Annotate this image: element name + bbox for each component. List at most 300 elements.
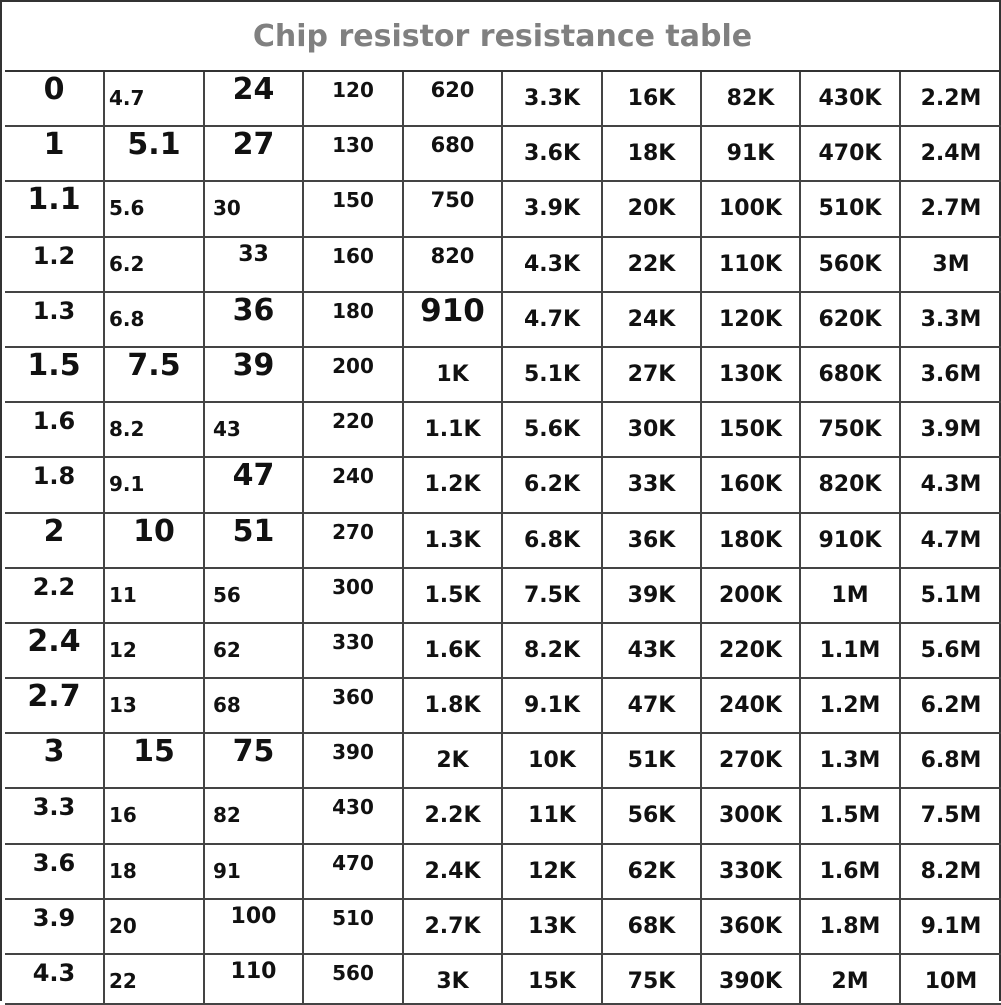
table-cell <box>404 734 503 789</box>
resistance-value: 11K <box>528 803 576 829</box>
resistance-value: 750 <box>430 188 475 213</box>
table-cell <box>503 900 603 955</box>
resistance-value: 270 <box>332 519 374 544</box>
resistance-value: 150K <box>719 417 782 443</box>
resistance-value: 2.4K <box>424 858 481 884</box>
table-cell <box>901 238 1001 293</box>
resistance-value: 510 <box>332 905 374 930</box>
resistance-value: 6.2K <box>523 472 581 498</box>
table-cell <box>304 845 404 900</box>
table-cell <box>702 789 801 844</box>
resistance-value: 3.3K <box>523 86 581 111</box>
table-cell <box>105 238 205 293</box>
table-cell <box>304 293 404 348</box>
table-cell <box>404 514 503 569</box>
resistance-value: 6.8 <box>109 306 145 331</box>
resistance-value: 43 <box>213 417 241 442</box>
resistance-value: 5.1M <box>920 582 982 608</box>
table-cell <box>702 845 801 900</box>
table-cell <box>205 569 304 624</box>
table-cell <box>801 182 901 237</box>
table-cell <box>5 789 105 844</box>
table-cell <box>801 679 901 734</box>
table-cell <box>702 127 801 182</box>
table-cell <box>503 293 603 348</box>
table-cell <box>603 72 702 127</box>
resistance-value: 4.7 <box>109 86 145 110</box>
resistance-value: 1.5M <box>819 803 881 829</box>
resistance-value: 1.6M <box>819 858 881 884</box>
table-cell <box>901 900 1001 955</box>
table-cell <box>105 679 205 734</box>
table-cell <box>801 624 901 679</box>
table-cell <box>404 238 503 293</box>
table-cell <box>901 127 1001 182</box>
table-cell <box>901 348 1001 403</box>
resistance-value: 22 <box>109 969 137 993</box>
resistance-value: 22K <box>627 251 676 277</box>
resistance-value: 1.1M <box>819 637 881 663</box>
resistance-value: 0 <box>43 72 65 107</box>
resistance-value: 220 <box>332 409 374 434</box>
table-cell <box>603 458 702 513</box>
resistance-value: 13 <box>109 693 137 718</box>
resistance-value: 16K <box>627 86 676 111</box>
resistance-value: 91 <box>213 858 241 883</box>
table-cell <box>105 789 205 844</box>
table-cell <box>702 514 801 569</box>
table-cell <box>702 569 801 624</box>
resistance-value: 10K <box>528 748 576 774</box>
table-cell <box>304 72 404 127</box>
table-cell <box>901 403 1001 458</box>
table-cell <box>205 238 304 293</box>
resistance-value: 510K <box>818 196 882 222</box>
table-cell <box>603 182 702 237</box>
resistance-value: 82 <box>213 803 241 828</box>
resistance-value: 620 <box>430 78 475 102</box>
resistance-value: 2 <box>43 513 65 549</box>
table-cell <box>801 514 901 569</box>
resistance-value: 820 <box>430 243 475 268</box>
resistance-value: 3.9 <box>32 903 76 932</box>
resistance-value: 3.3 <box>32 793 76 822</box>
table-cell <box>901 624 1001 679</box>
table-cell <box>801 127 901 182</box>
table-cell <box>205 293 304 348</box>
table-cell <box>702 348 801 403</box>
table-cell <box>404 845 503 900</box>
table-cell <box>404 955 503 1005</box>
table-cell <box>503 624 603 679</box>
table-cell <box>404 679 503 734</box>
table-cell <box>901 569 1001 624</box>
resistance-grid <box>5 70 1001 1003</box>
table-cell <box>603 679 702 734</box>
resistance-value: 1.1 <box>27 182 81 218</box>
resistance-value: 220K <box>719 637 782 663</box>
resistance-value: 3.3M <box>920 306 982 332</box>
resistance-value: 6.2M <box>920 693 982 719</box>
table-cell <box>205 679 304 734</box>
table-cell <box>5 955 105 1005</box>
resistance-value: 18K <box>627 141 676 167</box>
table-cell <box>404 569 503 624</box>
table-cell <box>603 514 702 569</box>
table-cell <box>105 348 205 403</box>
table-cell <box>801 845 901 900</box>
resistance-value: 5.6M <box>920 637 982 663</box>
resistance-value: 24 <box>232 72 275 107</box>
table-cell <box>304 182 404 237</box>
table-cell <box>702 624 801 679</box>
resistance-value: 180K <box>719 527 782 553</box>
resistance-value: 300 <box>332 574 374 599</box>
table-cell <box>105 458 205 513</box>
table-cell <box>105 734 205 789</box>
table-cell <box>702 182 801 237</box>
table-cell <box>205 403 304 458</box>
resistance-value: 110 <box>230 959 277 984</box>
resistance-value: 91K <box>726 141 775 167</box>
table-cell <box>901 182 1001 237</box>
table-cell <box>5 238 105 293</box>
resistance-value: 560 <box>332 961 374 985</box>
table-cell <box>304 238 404 293</box>
table-cell <box>901 734 1001 789</box>
resistance-value: 1 <box>43 127 65 163</box>
resistance-value: 47 <box>232 458 275 494</box>
resistance-value: 36 <box>232 292 275 328</box>
resistance-value: 1M <box>831 582 869 608</box>
resistance-value: 75 <box>232 734 275 770</box>
resistance-value: 20 <box>109 913 137 938</box>
table-cell <box>205 955 304 1005</box>
resistance-value: 560K <box>818 251 882 277</box>
resistance-value: 3.6K <box>523 141 581 167</box>
table-cell <box>404 293 503 348</box>
resistance-value: 7.5K <box>523 582 581 608</box>
table-cell <box>702 955 801 1005</box>
resistance-value: 100K <box>719 196 782 222</box>
table-cell <box>304 900 404 955</box>
resistance-value: 68 <box>213 693 241 718</box>
resistance-value: 82K <box>726 86 775 111</box>
resistance-value: 1.3M <box>819 748 881 774</box>
resistance-value: 1K <box>436 361 469 387</box>
resistance-value: 18 <box>109 858 137 883</box>
table-cell <box>105 127 205 182</box>
table-cell <box>801 293 901 348</box>
resistance-value: 51 <box>232 513 275 549</box>
table-cell <box>304 679 404 734</box>
table-cell <box>105 514 205 569</box>
resistance-value: 1.6 <box>32 407 76 436</box>
table-cell <box>901 72 1001 127</box>
resistance-value: 1.5K <box>424 582 481 608</box>
resistance-value: 120K <box>719 306 782 332</box>
resistance-value: 1.3K <box>424 527 481 553</box>
table-cell <box>702 679 801 734</box>
resistance-value: 750K <box>818 417 882 443</box>
resistance-value: 150 <box>332 188 374 213</box>
resistance-value: 620K <box>818 306 882 332</box>
table-cell <box>404 72 503 127</box>
resistance-value: 2.7M <box>920 196 982 222</box>
table-cell <box>503 127 603 182</box>
resistance-value: 390K <box>719 969 782 994</box>
resistance-value: 68K <box>627 913 676 939</box>
resistance-value: 160K <box>719 472 782 498</box>
resistance-value: 5.1 <box>127 127 181 163</box>
resistance-value: 15K <box>528 969 576 994</box>
table-cell <box>205 348 304 403</box>
resistance-value: 5.6 <box>109 196 145 221</box>
resistance-value: 1.1K <box>424 417 481 443</box>
resistance-value: 6.8K <box>523 527 581 553</box>
table-cell <box>603 845 702 900</box>
table-cell <box>5 900 105 955</box>
resistance-value: 3.6M <box>920 361 982 387</box>
table-cell <box>105 569 205 624</box>
resistance-value: 3.9M <box>920 417 982 443</box>
table-cell <box>801 900 901 955</box>
table-cell <box>503 458 603 513</box>
resistance-value: 300K <box>719 803 782 829</box>
table-cell <box>603 348 702 403</box>
resistance-value: 330 <box>332 629 374 654</box>
resistance-value: 130 <box>332 133 374 158</box>
resistance-value: 2K <box>436 748 469 774</box>
table-cell <box>503 734 603 789</box>
table-cell <box>702 900 801 955</box>
table-cell <box>702 72 801 127</box>
resistance-value: 3.9K <box>523 196 581 222</box>
table-cell <box>105 845 205 900</box>
table-cell <box>205 514 304 569</box>
table-cell <box>503 403 603 458</box>
table-cell <box>205 127 304 182</box>
resistance-value: 1.2K <box>424 472 481 498</box>
table-cell <box>304 955 404 1005</box>
table-cell <box>5 72 105 127</box>
table-cell <box>801 734 901 789</box>
table-cell <box>702 293 801 348</box>
table-title: Chip resistor resistance table <box>252 18 753 54</box>
resistance-value: 51K <box>627 748 676 774</box>
resistance-value: 12 <box>109 637 137 662</box>
resistance-value: 30 <box>213 196 241 221</box>
table-cell <box>404 900 503 955</box>
resistance-value: 5.6K <box>523 417 581 443</box>
table-cell <box>105 182 205 237</box>
resistance-value: 5.1K <box>523 361 581 387</box>
table-cell <box>105 403 205 458</box>
table-cell <box>603 900 702 955</box>
table-cell <box>901 789 1001 844</box>
table-cell <box>801 238 901 293</box>
resistance-value: 1.8 <box>32 462 76 491</box>
table-cell <box>5 182 105 237</box>
table-cell <box>702 734 801 789</box>
table-cell <box>404 127 503 182</box>
resistance-value: 2M <box>831 969 869 994</box>
table-cell <box>105 624 205 679</box>
table-cell <box>105 72 205 127</box>
table-cell <box>801 789 901 844</box>
table-cell <box>5 845 105 900</box>
table-cell <box>603 624 702 679</box>
table-cell <box>5 348 105 403</box>
table-cell <box>205 182 304 237</box>
resistance-value: 11 <box>109 582 137 607</box>
resistance-value: 24K <box>627 306 676 332</box>
resistance-value: 27K <box>627 361 676 387</box>
resistance-value: 360K <box>719 913 782 939</box>
resistance-value: 2.4M <box>920 141 982 167</box>
table-cell <box>702 403 801 458</box>
resistance-value: 39K <box>627 582 676 608</box>
table-cell <box>801 458 901 513</box>
table-cell <box>901 293 1001 348</box>
resistance-value: 7.5M <box>920 803 982 829</box>
table-cell <box>901 458 1001 513</box>
resistance-value: 6.8M <box>920 748 982 774</box>
resistance-value: 120 <box>332 78 374 102</box>
table-cell <box>5 679 105 734</box>
table-cell <box>702 458 801 513</box>
table-cell <box>404 458 503 513</box>
resistance-value: 30K <box>627 417 676 443</box>
table-cell <box>304 789 404 844</box>
table-cell <box>503 238 603 293</box>
resistance-value: 47K <box>627 693 676 719</box>
table-cell <box>304 403 404 458</box>
table-cell <box>205 789 304 844</box>
resistance-value: 470K <box>818 141 882 167</box>
resistance-value: 36K <box>627 527 676 553</box>
resistance-value: 270K <box>719 748 782 774</box>
table-cell <box>5 458 105 513</box>
table-cell <box>603 734 702 789</box>
table-cell <box>603 403 702 458</box>
table-cell <box>603 238 702 293</box>
resistance-value: 27 <box>232 127 275 163</box>
resistance-value: 13K <box>528 913 576 939</box>
table-cell <box>304 624 404 679</box>
resistance-value: 15 <box>133 734 175 770</box>
resistance-value: 8.2M <box>920 858 982 884</box>
resistance-value: 200 <box>332 353 374 378</box>
table-cell <box>404 789 503 844</box>
table-cell <box>901 845 1001 900</box>
table-cell <box>503 569 603 624</box>
resistance-value: 2.7 <box>27 679 81 715</box>
resistance-value: 4.3 <box>32 959 76 987</box>
table-cell <box>901 514 1001 569</box>
table-cell <box>603 789 702 844</box>
resistance-value: 8.2K <box>523 637 581 663</box>
resistance-value: 20K <box>627 196 676 222</box>
table-cell <box>901 955 1001 1005</box>
resistance-value: 330K <box>719 858 782 884</box>
table-cell <box>105 900 205 955</box>
table-cell <box>503 955 603 1005</box>
resistance-value: 33 <box>238 241 269 267</box>
resistance-value: 160 <box>332 243 374 268</box>
table-cell <box>503 72 603 127</box>
resistance-value: 130K <box>719 361 782 387</box>
resistance-value: 39 <box>232 347 275 383</box>
resistance-value: 1.8K <box>424 693 481 719</box>
table-cell <box>304 458 404 513</box>
resistance-value: 910K <box>818 527 882 553</box>
table-cell <box>5 569 105 624</box>
table-cell <box>5 624 105 679</box>
resistance-value: 180 <box>332 298 374 323</box>
resistance-value: 3K <box>436 969 469 994</box>
resistance-value: 680K <box>818 361 882 387</box>
resistance-value: 10 <box>133 513 175 549</box>
resistance-value: 75K <box>627 969 676 994</box>
resistance-value: 43K <box>627 637 676 663</box>
table-cell <box>205 624 304 679</box>
resistance-value: 430K <box>818 86 882 111</box>
table-cell <box>5 403 105 458</box>
table-cell <box>801 955 901 1005</box>
table-cell <box>304 734 404 789</box>
table-cell <box>503 789 603 844</box>
resistance-value: 820K <box>818 472 882 498</box>
table-cell <box>404 403 503 458</box>
table-cell <box>801 72 901 127</box>
resistance-value: 470 <box>332 850 374 875</box>
table-cell <box>5 293 105 348</box>
resistance-value: 9.1M <box>920 913 982 939</box>
resistance-value: 1.2M <box>819 693 881 719</box>
table-cell <box>304 348 404 403</box>
resistance-value: 2.2 <box>32 572 76 601</box>
resistance-value: 240K <box>719 693 782 719</box>
resistance-value: 1.6K <box>424 637 481 663</box>
resistance-value: 390 <box>332 740 374 765</box>
table-cell <box>503 679 603 734</box>
resistance-value: 3 <box>43 734 65 770</box>
table-cell <box>105 955 205 1005</box>
table-cell <box>901 679 1001 734</box>
resistance-value: 1.5 <box>27 347 81 383</box>
resistance-value: 9.1 <box>109 472 145 497</box>
resistance-value: 62 <box>213 637 241 662</box>
resistance-value: 2.2M <box>920 86 982 111</box>
table-cell <box>404 348 503 403</box>
table-cell <box>603 955 702 1005</box>
resistance-value: 1.3 <box>32 296 76 325</box>
resistance-value: 7.5 <box>127 347 181 383</box>
resistance-value: 1.2 <box>32 241 76 270</box>
resistance-value: 240 <box>332 464 374 489</box>
resistance-value: 4.7M <box>920 527 982 553</box>
resistance-value: 110K <box>719 251 782 277</box>
table-cell <box>503 514 603 569</box>
table-cell <box>801 348 901 403</box>
resistance-value: 910 <box>420 292 485 329</box>
resistance-value: 2.2K <box>424 803 481 829</box>
resistance-value: 56 <box>213 582 241 607</box>
table-cell <box>503 182 603 237</box>
table-cell <box>603 293 702 348</box>
table-cell <box>5 514 105 569</box>
